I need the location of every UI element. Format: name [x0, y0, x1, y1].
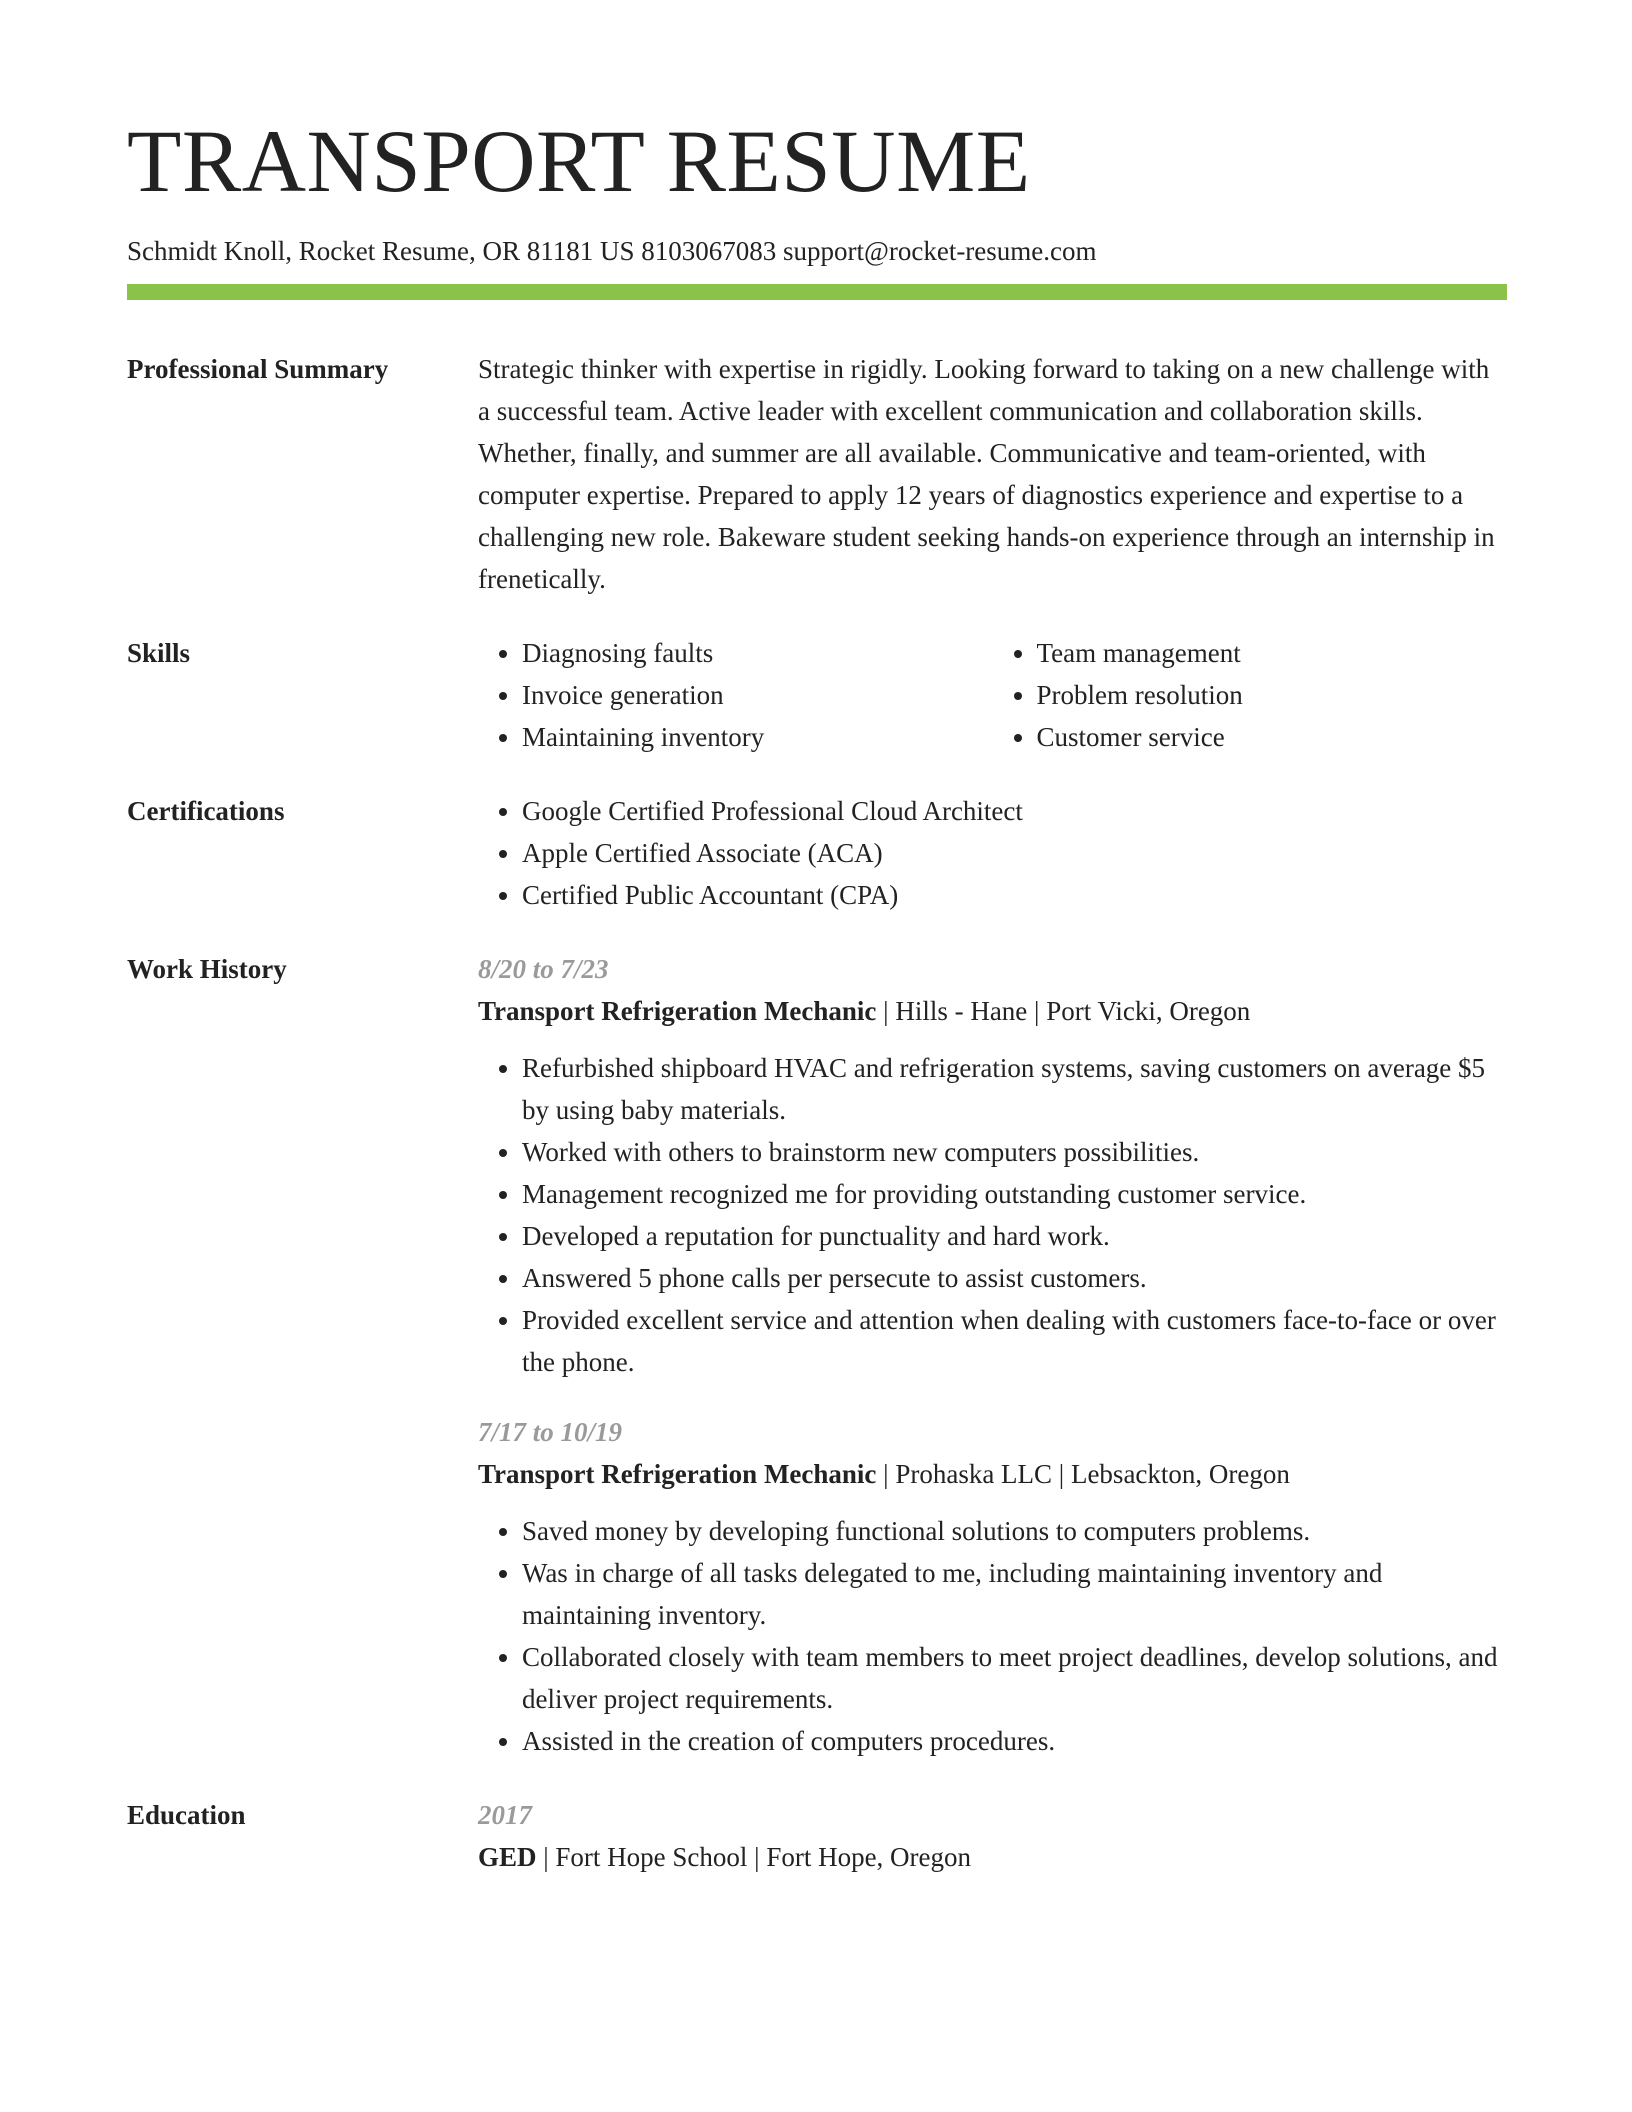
section-label-certifications: Certifications	[127, 796, 285, 827]
section-label-summary: Professional Summary	[127, 354, 389, 385]
job-entry	[478, 1411, 1507, 1762]
education-heading	[478, 1836, 1507, 1878]
job-dates: 7/17 to 10/19	[478, 1417, 623, 1448]
section-skills	[127, 632, 1507, 758]
work-body	[478, 948, 1507, 1762]
section-education	[127, 1794, 1507, 1878]
section-label-education: Education	[127, 1800, 246, 1831]
section-certifications	[127, 790, 1507, 916]
certifications-list	[478, 790, 1507, 916]
education-body	[478, 1794, 1507, 1878]
skills-list-right	[993, 632, 1508, 758]
job-bullet: • Developed a reputation for punctuality and hard work.	[522, 1215, 1507, 1257]
section-work-history	[127, 948, 1507, 1762]
skill-item: • Diagnosing faults	[522, 632, 993, 674]
job-bullet: • Refurbished shipboard HVAC and refrigeration systems, saving customers on average $5 by using baby materials.	[522, 1047, 1507, 1131]
job-bullet: • Saved money by developing functional solutions to computers problems.	[522, 1510, 1507, 1552]
job-entry	[478, 948, 1507, 1383]
skill-item: • Customer service	[1037, 716, 1508, 758]
job-dates: 8/20 to 7/23	[478, 954, 609, 985]
skill-item: • Problem resolution	[1037, 674, 1508, 716]
job-heading	[478, 1453, 1507, 1495]
job-details: | Hills - Hane | Port Vicki, Oregon	[876, 996, 1251, 1027]
education-details: | Fort Hope School | Fort Hope, Oregon	[536, 1842, 972, 1873]
job-bullet: • Worked with others to brainstorm new computers possibilities.	[522, 1131, 1507, 1173]
skills-grid	[478, 632, 1507, 758]
job-heading	[478, 990, 1507, 1032]
certifications-body	[478, 790, 1507, 916]
job-bullet: • Provided excellent service and attention when dealing with customers face-to-face or over the phone.	[522, 1299, 1507, 1383]
job-bullet: • Answered 5 phone calls per persecute to assist customers.	[522, 1257, 1507, 1299]
job-title: Transport Refrigeration Mechanic	[478, 996, 877, 1027]
section-label-skills: Skills	[127, 638, 191, 669]
section-summary	[127, 348, 1507, 600]
job-title: Transport Refrigeration Mechanic	[478, 1459, 877, 1490]
skill-item: • Invoice generation	[522, 674, 993, 716]
summary-body	[478, 348, 1507, 600]
section-label-work: Work History	[127, 954, 287, 985]
skills-list-left	[478, 632, 993, 758]
accent-divider	[127, 284, 1507, 300]
contact-line: Schmidt Knoll, Rocket Resume, OR 81181 US 8103067083 support@rocket-resume.com	[127, 236, 1097, 266]
skill-item: • Maintaining inventory	[522, 716, 993, 758]
job-details: | Prohaska LLC | Lebsackton, Oregon	[876, 1459, 1290, 1490]
job-bullets	[478, 1047, 1507, 1383]
resume-title: TRANSPORT RESUME	[127, 113, 1031, 211]
job-bullet: • Collaborated closely with team members to meet project deadlines, develop solutions, and deliver project requirements.	[522, 1636, 1507, 1720]
education-date: 2017	[478, 1800, 532, 1831]
job-bullets	[478, 1510, 1507, 1762]
job-bullet: • Management recognized me for providing outstanding customer service.	[522, 1173, 1507, 1215]
certification-item: • Google Certified Professional Cloud Architect	[522, 790, 1507, 832]
education-degree: GED	[478, 1842, 537, 1873]
job-bullet: • Was in charge of all tasks delegated to me, including maintaining inventory and maintaining inventory.	[522, 1552, 1507, 1636]
summary-text: Strategic thinker with expertise in rigidly. Looking forward to taking on a new challenge with a successful team. Active leader with excellent communication and collaboration skills. Whether, finally, and summer are all available. Communicative and team-oriented, with computer expertise. Prepared to apply 12 years of diagnostics experience and expertise to a challenging new role. Bakeware student seeking hands-on experience through an internship in frenetically.	[478, 354, 1495, 595]
job-bullet: • Assisted in the creation of computers procedures.	[522, 1720, 1507, 1762]
skill-item: • Team management	[1037, 632, 1508, 674]
certification-item: • Apple Certified Associate (ACA)	[522, 832, 1507, 874]
certification-item: • Certified Public Accountant (CPA)	[522, 874, 1507, 916]
